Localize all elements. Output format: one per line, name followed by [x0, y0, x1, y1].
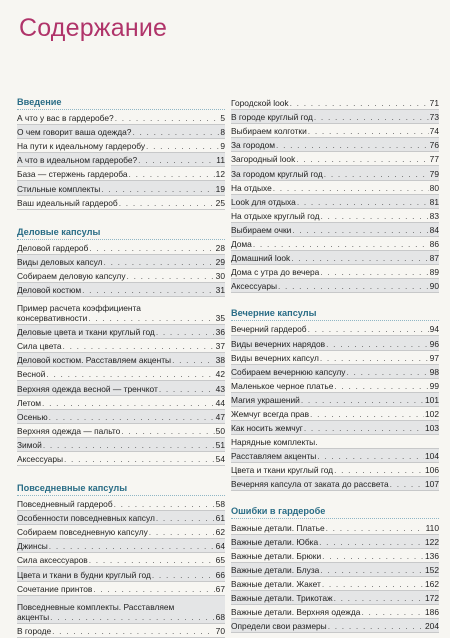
- page-number: 74: [429, 126, 439, 137]
- dot-leader: [146, 141, 219, 151]
- page-number: 83: [429, 210, 439, 221]
- toc-entry[interactable]: [17, 269, 225, 283]
- page-number: 58: [215, 499, 225, 510]
- dot-leader: [334, 593, 424, 603]
- dot-leader: [314, 112, 429, 122]
- toc-entry[interactable]: [231, 435, 439, 449]
- entry-title: За городом круглый год: [231, 168, 323, 179]
- entry-title: Верхняя одежда — пальто: [17, 425, 121, 436]
- toc-entry[interactable]: [231, 407, 439, 421]
- page-number: 47: [215, 411, 225, 422]
- page-number: 204: [425, 621, 439, 632]
- page-number: 36: [215, 327, 225, 338]
- page-number: 30: [215, 270, 225, 281]
- entry-title: На отдыхе круглый год: [231, 210, 320, 221]
- entry-title: Жемчуг всегда прав: [231, 408, 310, 419]
- entry-title: Аксессуары: [17, 453, 63, 464]
- entry-title: Важные детали. Брюки: [231, 550, 322, 561]
- entry-title: Виды вечерних нарядов: [231, 338, 326, 349]
- dot-leader: [104, 257, 215, 267]
- page-number: 42: [215, 369, 225, 380]
- section-heading: Вечерние капсулы: [231, 307, 439, 321]
- entry-title: Деловой костюм: [17, 285, 82, 296]
- page-number: 67: [215, 583, 225, 594]
- entry-title: Магия украшений: [231, 394, 300, 405]
- page-number: 43: [215, 383, 225, 394]
- entry-title: Вечерний гардероб: [231, 324, 307, 335]
- toc-entry[interactable]: [17, 139, 225, 153]
- entry-title: Дома: [231, 239, 252, 250]
- dot-leader: [43, 440, 215, 450]
- page-number: 79: [429, 168, 439, 179]
- toc-entry[interactable]: [231, 619, 439, 633]
- toc-entry[interactable]: [17, 241, 225, 255]
- dot-leader: [328, 621, 424, 631]
- entry-title: В городе круглый год: [231, 112, 313, 123]
- page-number: 106: [425, 465, 439, 476]
- entry-title: Выбираем очки: [231, 224, 292, 235]
- entry-title: Аксессуары: [231, 281, 277, 292]
- dot-leader: [320, 565, 424, 575]
- page-number: 29: [215, 256, 225, 267]
- dot-leader: [326, 339, 429, 349]
- dot-leader: [46, 369, 214, 379]
- entry-title: Выбираем колготки: [231, 126, 307, 137]
- page-number: 19: [215, 183, 225, 194]
- page-number: 8: [220, 127, 225, 138]
- entry-title: Пример расчета коэффициента: [17, 303, 141, 314]
- page-number: 90: [429, 281, 439, 292]
- entry-title: Важные детали. Юбка: [231, 536, 319, 547]
- entry-title: Важные детали. Платье: [231, 522, 325, 533]
- page-number: 87: [429, 253, 439, 264]
- toc-entry[interactable]: [17, 624, 225, 638]
- dot-leader: [308, 324, 429, 334]
- entry-title: За городом: [231, 140, 276, 151]
- toc-section: [231, 505, 439, 633]
- dot-leader: [390, 479, 424, 489]
- dot-leader: [152, 570, 215, 580]
- dot-leader: [301, 395, 424, 405]
- dot-leader: [93, 584, 214, 594]
- page-number: 66: [215, 569, 225, 580]
- dot-leader: [138, 155, 215, 165]
- dot-leader: [149, 527, 215, 537]
- entry-title: А что в идеальном гардеробе?: [17, 155, 138, 166]
- entry-title: Сила аксессуаров: [17, 555, 88, 566]
- section-heading: Деловые капсулы: [17, 226, 225, 240]
- toc-entry[interactable]: [231, 535, 439, 549]
- page-number: 71: [429, 98, 439, 109]
- toc-entry[interactable]: [231, 96, 439, 110]
- page-number: 73: [429, 112, 439, 123]
- toc-entry[interactable]: [17, 381, 225, 395]
- page-number: 37: [215, 341, 225, 352]
- page-number: 172: [425, 593, 439, 603]
- page-number: 81: [429, 196, 439, 207]
- dot-leader: [322, 551, 424, 561]
- dot-leader: [346, 367, 428, 377]
- entry-title: Как носить жемчуг: [231, 423, 303, 434]
- dot-leader: [132, 127, 219, 137]
- entry-title: Зимой: [17, 439, 42, 450]
- dot-leader: [82, 285, 215, 295]
- toc-entry[interactable]: [231, 605, 439, 619]
- toc-entry[interactable]: [17, 353, 225, 367]
- entry-title: Look для отдыха: [231, 196, 296, 207]
- toc-entry[interactable]: [17, 539, 225, 553]
- toc-entry[interactable]: [231, 110, 439, 124]
- toc-entry[interactable]: [231, 577, 439, 591]
- entry-title: Летом: [17, 397, 42, 408]
- page-number: 97: [429, 352, 439, 363]
- entry-title-continued: акценты: [17, 611, 50, 622]
- entry-title: На отдыхе: [231, 182, 272, 193]
- dot-leader: [127, 271, 215, 281]
- toc-entry[interactable]: [17, 410, 225, 424]
- entry-title: Собираем вечернюю капсулу: [231, 366, 346, 377]
- toc-entry[interactable]: [231, 223, 439, 237]
- toc-entry[interactable]: [231, 449, 439, 463]
- dot-leader: [319, 537, 424, 547]
- toc-entry[interactable]: [231, 279, 439, 293]
- toc-entry[interactable]: [17, 582, 225, 596]
- entry-title: Деловой костюм. Расставляем акценты: [17, 355, 172, 366]
- dot-leader: [324, 169, 429, 179]
- toc-entry[interactable]: [17, 438, 225, 452]
- toc-entry[interactable]: [17, 111, 225, 125]
- dot-leader: [320, 267, 428, 277]
- entry-title: Важные детали. Жакет: [231, 578, 321, 589]
- dot-leader: [156, 327, 215, 337]
- toc-entry[interactable]: [17, 297, 225, 325]
- toc-entry[interactable]: [231, 237, 439, 251]
- page-number: 89: [429, 267, 439, 278]
- section-heading: Введение: [17, 96, 225, 110]
- entry-title: Загородный look: [231, 154, 296, 165]
- entry-title: В городе: [17, 625, 52, 636]
- toc-entry[interactable]: [231, 181, 439, 195]
- dot-leader: [292, 225, 428, 235]
- toc-entry[interactable]: [231, 393, 439, 407]
- page-number: 31: [215, 285, 225, 296]
- page-number: 54: [215, 453, 225, 464]
- dot-leader: [63, 341, 215, 351]
- toc-entry[interactable]: [17, 452, 225, 466]
- page-number: 12: [215, 169, 225, 180]
- toc-entry[interactable]: [231, 152, 439, 166]
- page-number: 35: [215, 313, 225, 324]
- entry-title: Определи свои размеры: [231, 621, 327, 632]
- dot-leader: [49, 412, 215, 422]
- page-number: 25: [215, 197, 225, 208]
- page-number: 110: [425, 522, 439, 533]
- entry-title: Важные детали. Верхняя одежда: [231, 607, 361, 618]
- toc-entry[interactable]: [17, 255, 225, 269]
- dot-leader: [310, 409, 424, 419]
- entry-title: Важные детали. Трикотаж: [231, 593, 333, 603]
- dot-leader: [278, 281, 429, 291]
- page-number: 44: [215, 397, 225, 408]
- toc-entry[interactable]: [231, 379, 439, 393]
- dot-leader: [159, 384, 215, 394]
- page-number: 80: [429, 182, 439, 193]
- page-number: 76: [429, 140, 439, 151]
- page-number: 62: [215, 527, 225, 538]
- toc-entry[interactable]: [231, 520, 439, 534]
- dot-leader: [291, 253, 428, 263]
- dot-leader: [42, 398, 215, 408]
- toc-section: [231, 307, 439, 491]
- toc-entry[interactable]: [231, 124, 439, 138]
- toc-left-column: [17, 96, 225, 638]
- page-number: 64: [215, 541, 225, 552]
- entry-title: Дома с утра до вечера: [231, 267, 320, 278]
- toc-entry[interactable]: [17, 125, 225, 139]
- page-number: 99: [429, 380, 439, 391]
- page-number: 9: [220, 141, 225, 152]
- dot-leader: [49, 541, 215, 551]
- toc-entry[interactable]: [17, 396, 225, 410]
- entry-title: Повседневный гардероб: [17, 499, 113, 510]
- entry-title: Домашний look: [231, 253, 291, 264]
- entry-title: Весной: [17, 369, 46, 380]
- page-number: 38: [215, 355, 225, 366]
- toc-entry[interactable]: [17, 567, 225, 581]
- dot-leader: [89, 243, 214, 253]
- page-number: 50: [215, 425, 225, 436]
- page-number: 94: [429, 324, 439, 335]
- toc-section: [231, 96, 439, 293]
- page-number: 103: [425, 423, 439, 434]
- dot-leader: [101, 184, 214, 194]
- entry-title: Виды вечерних капсул: [231, 352, 319, 363]
- entry-title: Маленькое черное платье: [231, 380, 334, 391]
- toc-entry[interactable]: [17, 511, 225, 525]
- entry-title: Вечерняя капсула от заката до рассвета: [231, 479, 389, 490]
- section-heading: Ошибки в гардеробе: [231, 505, 439, 519]
- toc-section: [17, 226, 225, 466]
- dot-leader: [114, 499, 215, 509]
- toc-entry[interactable]: [17, 339, 225, 353]
- toc-entry[interactable]: [17, 196, 225, 210]
- entry-title-continued: консервативности: [17, 313, 88, 324]
- page-number: 98: [429, 366, 439, 377]
- toc-entry[interactable]: [231, 322, 439, 336]
- dot-leader: [304, 423, 424, 433]
- dot-leader: [89, 555, 215, 565]
- toc-section: [17, 96, 225, 210]
- dot-leader: [88, 313, 214, 323]
- dot-leader: [297, 197, 429, 207]
- toc-entry[interactable]: [231, 463, 439, 477]
- dot-leader: [64, 454, 215, 464]
- toc-entry[interactable]: [17, 424, 225, 438]
- entry-title: Собираем повседневную капсулу: [17, 527, 148, 538]
- entry-title: Особенности повседневных капсул: [17, 513, 155, 524]
- entry-title: Джинсы: [17, 541, 48, 552]
- section-heading: Повседневные капсулы: [17, 482, 225, 496]
- entry-title: Повседневные комплекты. Расставляем: [17, 601, 175, 612]
- toc-entry[interactable]: [231, 351, 439, 365]
- dot-leader: [361, 607, 424, 617]
- page-number: 86: [429, 239, 439, 250]
- dot-leader: [172, 355, 215, 365]
- page-number: 61: [215, 513, 225, 524]
- entry-title: На пути к идеальному гардеробу: [17, 141, 146, 152]
- entry-title: Верхняя одежда весной — тренчкот: [17, 383, 158, 394]
- dot-leader: [326, 523, 425, 533]
- dot-leader: [129, 169, 215, 179]
- page-number: 70: [215, 625, 225, 636]
- toc-entry[interactable]: [17, 325, 225, 339]
- toc-entry[interactable]: [231, 421, 439, 435]
- toc-entry[interactable]: [231, 138, 439, 152]
- toc-entry[interactable]: [231, 549, 439, 563]
- toc-entry[interactable]: [17, 367, 225, 381]
- toc-entry[interactable]: [17, 553, 225, 567]
- toc-section: [17, 482, 225, 638]
- toc-entry[interactable]: [17, 181, 225, 195]
- dot-leader: [290, 98, 429, 108]
- entry-title: Цвета и ткани в будни круглый год: [17, 569, 151, 580]
- entry-title: Стильные комплекты: [17, 183, 101, 194]
- dot-leader: [119, 198, 215, 208]
- toc-entry[interactable]: [231, 265, 439, 279]
- dot-leader: [52, 626, 215, 636]
- dot-leader: [156, 513, 215, 523]
- toc-entry[interactable]: [17, 525, 225, 539]
- page-number: 84: [429, 224, 439, 235]
- page-number: 136: [425, 550, 439, 561]
- toc-entry[interactable]: [231, 336, 439, 350]
- dot-leader: [334, 381, 428, 391]
- page-number: 186: [425, 607, 439, 618]
- toc-entry[interactable]: [17, 153, 225, 167]
- toc-entry[interactable]: [231, 251, 439, 265]
- dot-leader: [115, 113, 220, 123]
- toc-entry[interactable]: [231, 209, 439, 223]
- entry-title: Расставляем акценты: [231, 451, 317, 462]
- page-number: 102: [425, 408, 439, 419]
- entry-title: Важные детали. Блуза: [231, 564, 320, 575]
- entry-title: Деловые цвета и ткани круглый год: [17, 327, 155, 338]
- entry-title: Нарядные комплекты.: [231, 437, 318, 448]
- entry-title: А что у вас в гардеробе?: [17, 113, 114, 124]
- dot-leader: [322, 579, 424, 589]
- dot-leader: [50, 612, 215, 622]
- entry-title: Городской look: [231, 98, 289, 109]
- entry-title: Ваш идеальный гардероб: [17, 197, 118, 208]
- toc-entry[interactable]: [231, 166, 439, 180]
- entry-title: Сила цвета: [17, 341, 62, 352]
- dot-leader: [296, 154, 428, 164]
- entry-title: Сочетание принтов: [17, 583, 93, 594]
- toc-entry[interactable]: [231, 591, 439, 605]
- dot-leader: [253, 239, 429, 249]
- page-number: 11: [216, 155, 225, 166]
- toc-entry[interactable]: [231, 563, 439, 577]
- entry-title: Виды деловых капсул: [17, 256, 103, 267]
- page-number: 162: [425, 578, 439, 589]
- page-number: 104: [425, 451, 439, 462]
- page-number: 96: [429, 338, 439, 349]
- page-number: 107: [425, 479, 439, 490]
- page-number: 65: [215, 555, 225, 566]
- page-number: 152: [425, 564, 439, 575]
- page-number: 101: [425, 394, 439, 405]
- dot-leader: [273, 183, 429, 193]
- dot-leader: [121, 426, 214, 436]
- toc-entry[interactable]: [231, 195, 439, 209]
- toc-right-column: [231, 96, 439, 633]
- dot-leader: [276, 140, 429, 150]
- toc-entry[interactable]: [17, 283, 225, 297]
- page-number: 122: [425, 536, 439, 547]
- page-number: 28: [215, 242, 225, 253]
- entry-title: Деловой гардероб: [17, 242, 89, 253]
- dot-leader: [308, 126, 429, 136]
- dot-leader: [334, 465, 424, 475]
- toc-entry[interactable]: [17, 596, 225, 624]
- toc-entry[interactable]: [17, 497, 225, 511]
- dot-leader: [320, 353, 429, 363]
- entry-title: Осенью: [17, 411, 48, 422]
- page-number: 51: [215, 439, 225, 450]
- page-number: 5: [220, 113, 225, 124]
- toc-entry[interactable]: [231, 365, 439, 379]
- entry-title: Собираем деловую капсулу: [17, 270, 126, 281]
- page-title: Содержание: [19, 14, 168, 42]
- entry-title: База — стержень гардероба: [17, 169, 128, 180]
- toc-entry[interactable]: [231, 477, 439, 491]
- page-number: 68: [215, 611, 225, 622]
- entry-title: О чем говорит ваша одежда?: [17, 127, 132, 138]
- entry-title: Цвета и ткани круглый год: [231, 465, 334, 476]
- page-number: 77: [429, 154, 439, 165]
- dot-leader: [317, 451, 424, 461]
- dot-leader: [320, 211, 428, 221]
- toc-entry[interactable]: [17, 167, 225, 181]
